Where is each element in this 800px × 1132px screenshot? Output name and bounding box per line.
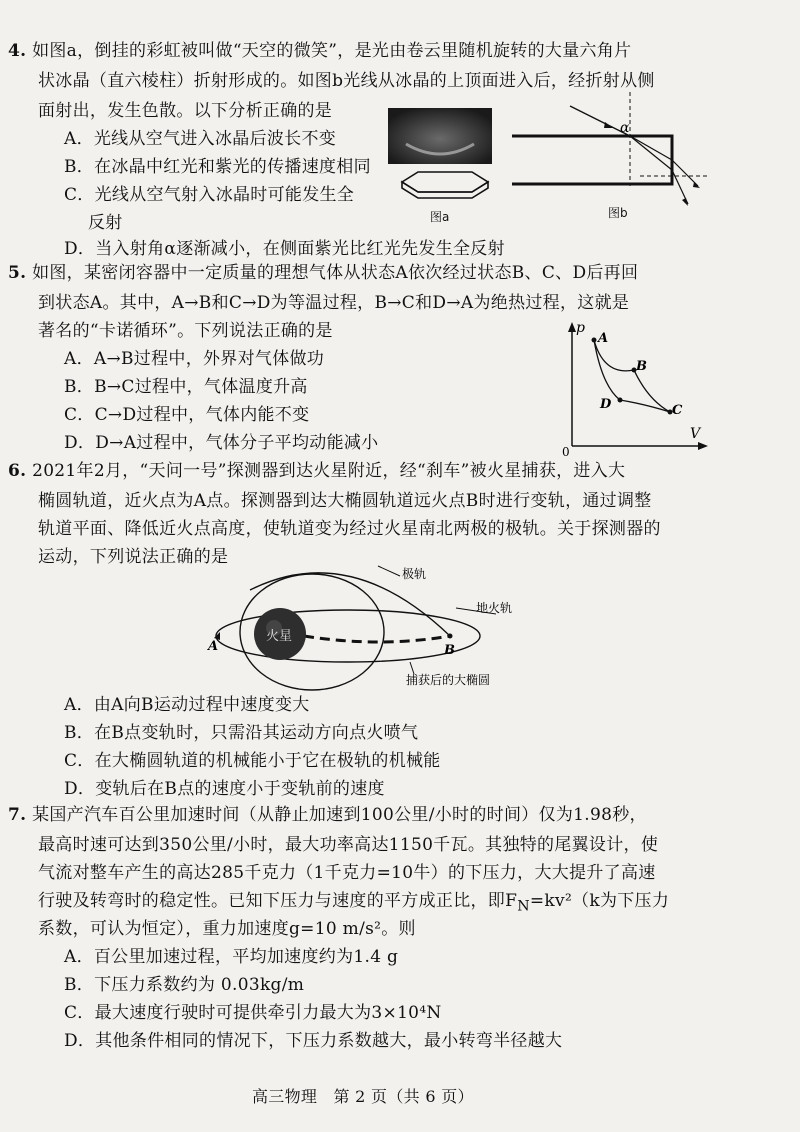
point-b-label: B (444, 643, 455, 658)
q4-line-3: 面射出，发生色散。以下分析正确的是 (38, 101, 333, 121)
point-a-label: A (208, 639, 219, 654)
q4-option-c-cont: 反射 (88, 213, 123, 233)
q6-option-a: A．由A向B运动过程中速度变大 (64, 695, 310, 715)
q6-line-3: 轨道平面、降低近火点高度，使轨道变为经过火星南北两极的极轨。关于探测器的 (38, 519, 661, 539)
q4-line-2: 状冰晶（直六棱柱）折射形成的。如图b光线从冰晶的上顶面进入后，经折射从侧 (38, 71, 655, 91)
fig-b-caption: 图b (608, 206, 628, 220)
page-footer: 高三物理 第 2 页（共 6 页） (252, 1087, 474, 1106)
q6-line-2: 椭圆轨道，近火点为A点。探测器到达大椭圆轨道远火点B时进行变轨，通过调整 (38, 491, 652, 511)
q5-option-d: D．D→A过程中，气体分子平均动能减小 (64, 433, 379, 453)
q4-option-b: B．在冰晶中红光和紫光的传播速度相同 (64, 157, 371, 177)
q6-orbit-diagram (200, 556, 540, 692)
fig-a-caption: 图a (430, 210, 450, 224)
q5-pv-graph (560, 318, 710, 458)
big-ellipse-label: 捕获后的大椭圆 (406, 673, 491, 687)
alpha-label: α (620, 120, 630, 136)
state-d-label: D (600, 397, 612, 412)
q4-figure-a (388, 108, 498, 243)
q7-line-1 (8, 804, 647, 826)
q7-line-2: 最高时速可达到350公里/小时，最大功率高达1150千瓦。其独特的尾翼设计，使 (38, 835, 659, 855)
q5-text-1: 如图，某密闭容器中一定质量的理想气体从状态A依次经过状态B、C、D后再回 (32, 263, 639, 283)
state-a-label: A (598, 331, 609, 346)
q4-option-d: D．当入射角α逐渐减小，在侧面紫光比红光先发生全反射 (64, 239, 505, 259)
transfer-orbit-label: 地火轨 (476, 601, 513, 615)
q5-option-a: A．A→B过程中，外界对气体做功 (64, 349, 325, 369)
q7-line-4: 行驶及转弯时的稳定性。已知下压力与速度的平方成正比，即$F_N=kv^2(k$为下压力 (38, 891, 670, 915)
q5-line-1 (8, 262, 638, 284)
q6-option-b: B．在B点变轨时，只需沿其运动方向点火喷气 (64, 723, 419, 743)
q7-number: 7. (8, 805, 27, 825)
mars-orbits (200, 556, 540, 692)
carnot-cycle-graph (560, 318, 710, 458)
q6-number: 6. (8, 461, 27, 481)
q7-option-a: A．百公里加速过程，平均加速度约为1.4 g (64, 947, 399, 967)
q7-option-b: B．下压力系数约为 0.03kg/m (64, 975, 305, 995)
q4-option-a: A．光线从空气进入冰晶后波长不变 (64, 129, 337, 149)
q6-text-1: 2021年2月，“天问一号”探测器到达火星附近，经“刹车”被火星捕获，进入大 (32, 461, 626, 481)
q4-line-1 (8, 40, 631, 62)
q7-line-5: 系数，可认为恒定），重力加速度g=10 m/s²。则 (38, 919, 416, 939)
state-b-label: B (636, 359, 647, 374)
q5-line-3: 著名的“卡诺循环”。下列说法正确的是 (38, 321, 333, 341)
origin-label: 0 (562, 445, 570, 458)
q5-line-2: 到状态A。其中，A→B和C→D为等温过程，B→C和D→A为绝热过程，这就是 (38, 293, 630, 313)
polar-orbit-label: 极轨 (402, 567, 427, 581)
q4-figure-b (510, 86, 720, 226)
q7-text-1: 某国产汽车百公里加速时间（从静止加速到100公里/小时的时间）仅为1.98秒， (32, 805, 647, 825)
q6-option-d: D．变轨后在B点的速度小于变轨前的速度 (64, 779, 385, 799)
q7-option-c: C．最大速度行驶时可提供牵引力最大为3×10⁴N (64, 1003, 442, 1023)
q4-number: 4. (8, 41, 27, 61)
q4-text-1: 如图a，倒挂的彩虹被叫做“天空的微笑”，是光由卷云里随机旋转的大量六角片 (32, 41, 632, 61)
v-axis-label: V (690, 426, 701, 442)
q7-line-3: 气流对整车产生的高达285千克力（1千克力=10牛）的下压力，大大提升了高速 (38, 863, 656, 883)
q6-option-c: C．在大椭圆轨道的机械能小于它在极轨的机械能 (64, 751, 441, 771)
state-c-label: C (672, 403, 683, 418)
q5-option-b: B．B→C过程中，气体温度升高 (64, 377, 308, 397)
q6-line-4: 运动，下列说法正确的是 (38, 547, 229, 567)
q7-option-d: D．其他条件相同的情况下，下压力系数越大，最小转弯半径越大 (64, 1031, 563, 1051)
p-axis-label: p (576, 320, 585, 336)
q4-option-c: C．光线从空气射入冰晶时可能发生全 (64, 185, 355, 205)
q6-line-1 (8, 460, 625, 482)
q5-number: 5. (8, 263, 27, 283)
mars-label: 火星 (266, 629, 293, 644)
q5-option-c: C．C→D过程中，气体内能不变 (64, 405, 310, 425)
